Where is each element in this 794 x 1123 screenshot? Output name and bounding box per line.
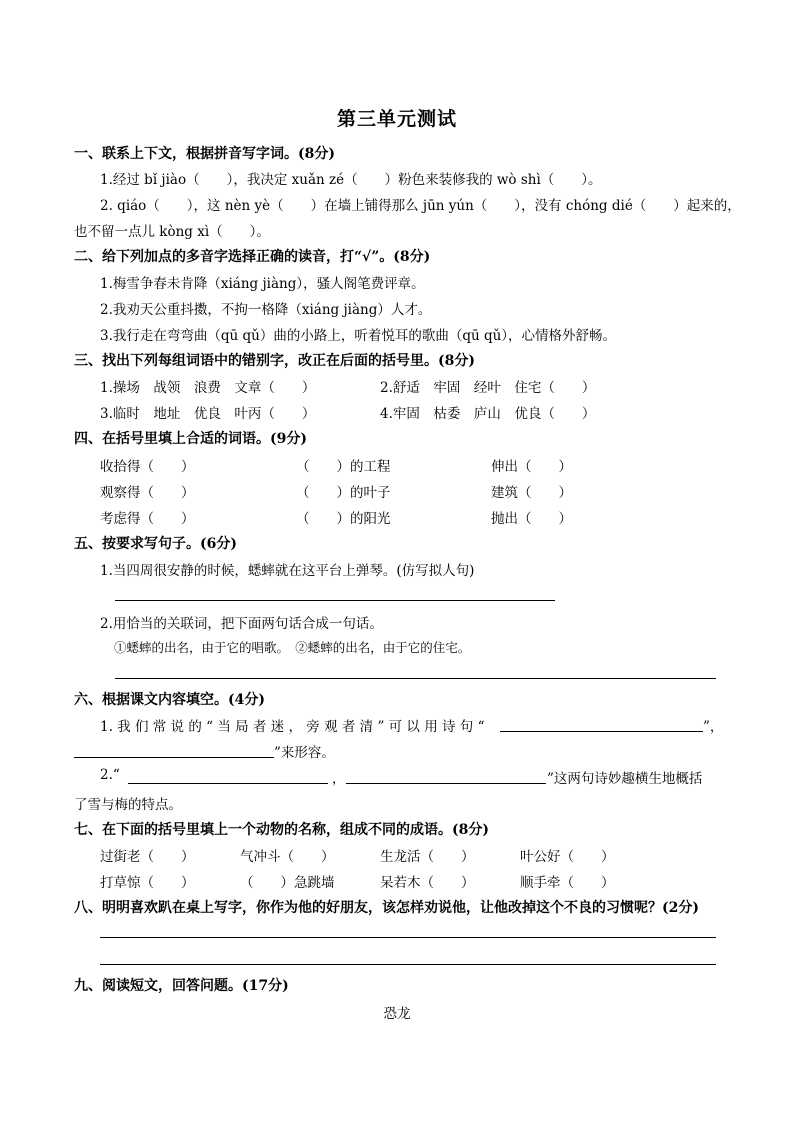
section-1-heading: 一、联系上下文，根据拼音写字词。(8分) xyxy=(74,146,335,162)
s6-q2-start: 2.“ xyxy=(100,767,120,783)
section-9-heading: 九、阅读短文，回答问题。(17分) xyxy=(74,978,289,994)
s5-question-2: 2.用恰当的关联词，把下面两句话合成一句话。 xyxy=(100,616,383,632)
s6-q2-comma: ， xyxy=(332,771,346,787)
s2-line-2: 2.我劝天公重抖擞，不拘一格降（xiáng jiàng）人才。 xyxy=(100,302,432,318)
s6-q1-end: ”来形容。 xyxy=(274,745,335,761)
answer-line[interactable] xyxy=(100,964,716,965)
s7-idiom: 气冲斗（ ） xyxy=(240,849,335,865)
fill-blank[interactable] xyxy=(128,783,328,784)
s1-line-1: 1.经过 bǐ jiào（ ），我决定 xuǎn zé（ ）粉色来装修我的 wò shì（ ）。 xyxy=(100,172,602,188)
s6-q1-text: 1. 我 们 常 说 的 “ 当 局 者 迷 ， 旁 观 者 清 ” 可 以 用 诗 句 “ xyxy=(100,719,485,735)
s7-idiom: 叶公好（ ） xyxy=(520,849,615,865)
section-3-heading: 三、找出下列每组词语中的错别字，改正在后面的括号里。(8分) xyxy=(74,353,475,369)
answer-line[interactable] xyxy=(115,678,716,679)
fill-blank[interactable] xyxy=(74,757,274,758)
s4-col3-item: 抛出（ ） xyxy=(491,511,572,527)
s5-question-1: 1.当四周很安静的时候，蟋蟀就在这平台上弹琴。(仿写拟人句) xyxy=(100,563,475,579)
s3-item-4: 4.牢固 枯委 庐山 优良（ ） xyxy=(380,406,596,422)
s1-line-3: 也不留一点儿 kòng xì（ ）。 xyxy=(74,224,270,240)
s1-line-2: 2. qiáo（ ），这 nèn yè（ ）在墙上铺得那么 jūn yún（ ），没有 chóng dié（ ）起来的， xyxy=(100,198,741,214)
s6-q1-mid: ”， xyxy=(703,719,724,735)
s4-col2-item: （ ）的叶子 xyxy=(296,485,391,501)
s4-col2-item: （ ）的工程 xyxy=(296,459,391,475)
s7-idiom: （ ）急跳墙 xyxy=(240,875,335,891)
page-title: 第三单元测试 xyxy=(336,108,457,130)
s4-col3-item: 伸出（ ） xyxy=(491,459,572,475)
section-7-heading: 七、在下面的括号里填上一个动物的名称，组成不同的成语。(8分) xyxy=(74,822,489,838)
s5-question-2-sentences: ①蟋蟀的出名，由于它的唱歌。 ②蟋蟀的出名，由于它的住宅。 xyxy=(114,640,471,655)
s4-col2-item: （ ）的阳光 xyxy=(296,511,391,527)
section-6-heading: 六、根据课文内容填空。(4分) xyxy=(74,692,265,708)
fill-blank[interactable] xyxy=(500,731,703,732)
s7-idiom: 打草惊（ ） xyxy=(100,875,195,891)
answer-line[interactable] xyxy=(100,937,716,938)
s7-idiom: 过街老（ ） xyxy=(100,849,195,865)
s4-col1-item: 考虑得（ ） xyxy=(100,511,195,527)
s4-col3-item: 建筑（ ） xyxy=(491,485,572,501)
section-5-heading: 五、按要求写句子。(6分) xyxy=(74,536,237,552)
s3-item-3: 3.临时 地址 优良 叶丙（ ） xyxy=(100,406,316,422)
s7-idiom: 生龙活（ ） xyxy=(380,849,475,865)
s7-idiom: 顺手牵（ ） xyxy=(520,875,615,891)
s3-item-1: 1.操场 战领 浪费 文章（ ） xyxy=(100,380,316,396)
section-4-heading: 四、在括号里填上合适的词语。(9分) xyxy=(74,431,307,447)
fill-blank[interactable] xyxy=(346,783,546,784)
passage-title: 恐龙 xyxy=(383,1006,411,1022)
section-2-heading: 二、给下列加点的多音字选择正确的读音，打“√”。(8分) xyxy=(74,249,431,265)
answer-line[interactable] xyxy=(115,600,555,601)
s6-q2-continuation: 了雪与梅的特点。 xyxy=(74,797,182,813)
s7-idiom: 呆若木（ ） xyxy=(380,875,475,891)
s4-col1-item: 收拾得（ ） xyxy=(100,459,195,475)
s4-col1-item: 观察得（ ） xyxy=(100,485,195,501)
section-8-heading: 八、明明喜欢趴在桌上写字，你作为他的好朋友，该怎样劝说他，让他改掉这个不良的习惯呢？(2分) xyxy=(74,900,699,916)
s2-line-1: 1.梅雪争春未肯降（xiáng jiàng），骚人阁笔费评章。 xyxy=(100,276,425,292)
s2-line-3: 3.我行走在弯弯曲（qū qǔ）曲的小路上，听着悦耳的歌曲（qū qǔ），心情格外舒畅。 xyxy=(100,328,617,344)
s3-item-2: 2.舒适 牢固 经叶 住宅（ ） xyxy=(380,380,596,396)
s6-q2-end: ”这两句诗妙趣横生地概括 xyxy=(547,771,703,787)
